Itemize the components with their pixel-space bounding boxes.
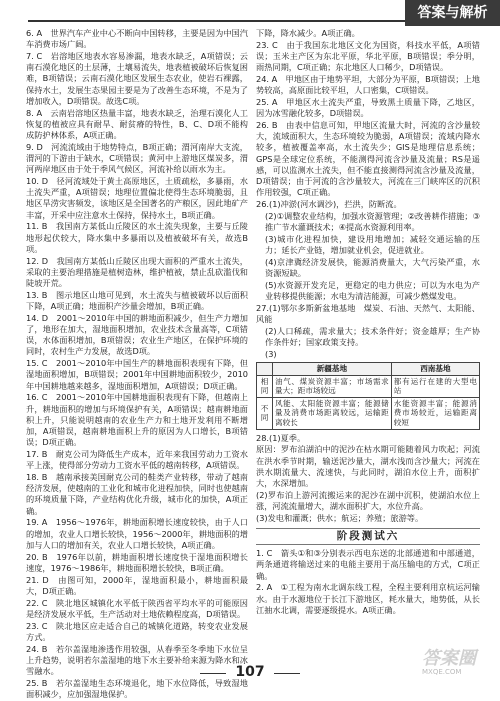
answer-item: 2. A ①工程为南水北调东线工程，全程主要利用京杭运河输水。由于水源地位于长江下游地区，耗水量大，地势低，从长江抽水北调，需要逐级提水。A项正确。 xyxy=(256,582,480,615)
table-header-row xyxy=(257,363,480,376)
table-row xyxy=(257,375,480,397)
answer-item: (4)京津冀经济发展快，能源消费量大，大气污染严重，水资源短缺。 xyxy=(265,256,480,279)
page-number-rule-right xyxy=(274,673,300,674)
left-column xyxy=(26,28,248,701)
table-row-label: 相同 xyxy=(257,375,273,397)
answer-item: 6. A 世界汽车产业中心不断向中国转移，主要是因为中国汽车消费市场广阔。 xyxy=(26,28,248,50)
answer-item: 17. B 耐克公司为降低生产成本，近年来我国劳动力工资水平上涨，使得部分劳动力工资水平低的越南转移，A项错误。 xyxy=(26,449,248,471)
table-header-cell xyxy=(257,363,273,376)
table-row xyxy=(257,397,480,429)
right-column xyxy=(256,28,480,617)
answer-item: 16. C 2001～2010年中国耕地面积表现有下降，但越南上升，耕地面积的增加与环境保护有关，A项错误；越南耕地面积上升，只能说明越南的农业生产力和土地开发利用不断增加，A项错误，越南耕地面积上升的原因为人口增长，B项错误；D项正确。 xyxy=(26,392,248,448)
answer-item: 15. C 2001～2010年中国生产的耕地面积表现有下降，但湿地面积增加，B项错误；2001年中国耕地面积较少，2010年中国耕地越来越多，湿地面积增加，A项错误；D项正确。 xyxy=(26,358,248,391)
table-cell: 油气、煤炭资源丰富；市场需求量大；距市场较远 xyxy=(272,375,391,397)
answer-item: (3)城市化进程加快，建设用地增加；减轻交通运输的压力；延长产业链，增加就业机会，促进就业。 xyxy=(265,233,480,256)
header-title: 答案与解析 xyxy=(405,0,500,26)
answer-item: 7. C 岩溶地区地表水容易渗漏，地表水缺乏，A项错误；云南石漠化地区的土层薄，土壤易流失，地表植被破坏后恢复困难，B项错误；云南石漠化地区发展生态农业，使岩石裸露，保持水土，发展生态果园主要是为了改善生态环境，不是为了增加收入，D项错误。故选C项。 xyxy=(26,51,248,106)
answer-item: 26. B 由表中信息可知，甲地区流量大时，河流的含沙量较大，流域面积大，生态环境较为脆弱，A项错误；流域内降水较多，植被覆盖率高，水土流失少；GIS是地理信息系统；GPS是全球定位系统，不能测得河流含沙量及流量；RS是遥感，可以监测水土流失，但不能直接测得河流含沙量及流量，D项错误；由于河流的含沙量较大，河流在三门峡库区的沉积作用较强，C项正确。 xyxy=(256,120,480,198)
answer-item: 24. A 甲地区由于地势平坦，大部分为平原，B项错误；上地势较高，高原面比较平坦，人口密集，C项错误。 xyxy=(256,74,480,96)
answer-item: 14. D 2001～2010年中国的耕地面积减少，但生产力增加了，地形在加大，湿地面积增加，农业技术含量高等，C项错误，水体面积增加，B项错误；农业生产地区，在保护环境的同时，农村生产力发展，故选D项。 xyxy=(26,312,248,357)
answer-item: 21. D 由图可知，2000年，湿地面积最小，耕地面积最大，D项正确。 xyxy=(26,574,248,596)
answer-item: 18. B 越南承接美国耐克公司的鞋类产业转移，带动了越南经济发展，使越南的工业化和城市化进程加快，同时也使越南的环境质量下降，产业结构优化升级，城市化的加快，A项正确。 xyxy=(26,472,248,516)
answer-item: 23. C 陕北地区应走适合自己的城镇化道路，转变农业发展方式。 xyxy=(26,620,248,642)
answer-item: (2)罗布泊上游河流搬运来的泥沙在湖中沉积，使湖泊水位上涨，河流流量增大，湖水面积扩大，水位升高。 xyxy=(256,489,480,511)
answer-item: 11. B 我国南方某低山丘陵区的水土流失现象，主要与丘陵地形起伏较大，降水集中多暴雨以及植被破坏有关，故选B项。 xyxy=(26,221,248,254)
answer-item: 19. A 1956～1976年，耕地面积增长速度较快，由于人口的增加，农业人口增长较快，1956～2000年，耕地面积的增加与人口的增加有关，农业人口增长较快，A项正确。 xyxy=(26,517,248,550)
comparison-table xyxy=(256,362,480,430)
page-header xyxy=(0,0,500,26)
answer-item: 28.(1)夏季。 xyxy=(256,432,306,443)
answer-item: 25. B 若尔盖湿地生态环境退化，地下水位降低，导致湿地面积减少，应加强湿地保护。 xyxy=(26,677,248,700)
answer-item: 1. C 箭头①和③分别表示西电东送的北部通道和中部通道，两条通道将输送过来的电能主要用于高压输电的方式，C项正确。 xyxy=(256,548,480,581)
answer-item: 8. A 云南岩溶地区热量丰富，地表水缺乏，治理石漠化人工恢复的植被应具有耐旱、耐贫瘠的特性，B、C、D项不能构成防护林体系，A项正确。 xyxy=(26,107,248,141)
table-header-cell: 新疆基地 xyxy=(272,363,391,376)
answer-item: (3)发电和灌溉；供水；航运；养殖；旅游等。 xyxy=(256,512,424,523)
answer-item: 12. D 我国南方某低山丘陵区出现大面积的严重水土流失，采取的主要治理措施是植树造林，维护植被，禁止乱砍滥伐和陡坡开荒。 xyxy=(26,255,248,289)
table-cell: 都有运行在建的大型电站 xyxy=(391,375,479,397)
answer-item: 24. B 若尔盖湿地渗透作用较强，从春季至冬季地下水位呈上升趋势，说明若尔盖湿地的地下水主要补给来源为降水和冰雪融水。 xyxy=(26,643,248,677)
answer-item: 26.(1)冲淤(河水调沙)，拦洪，防断流。 xyxy=(256,199,402,210)
table-row-label: 不同 xyxy=(257,397,273,429)
section-title: 阶段测试六 xyxy=(256,528,480,545)
watermark-logo xyxy=(422,650,494,684)
answer-item: 20. B 1976年以前，耕地面积增长速度快于湿地面积增长速度，1976～1986年，耕地面积增长较快，B项正确。 xyxy=(26,551,248,573)
answer-item: 下降，降水减少。A项正确。 xyxy=(256,28,360,38)
answer-item: 原因：罗布泊湖泊中的泥沙在枯水期可能随着风力吹起；河流在洪水季节时期，输送泥沙量大，湖水浅而含沙量大；河流在洪水期流量大、流速快，与此同时，湖泊水位上升，面积扩大，水深增加。 xyxy=(256,444,480,488)
answer-item: (5)水资源开发充足，更稳定的电力供应；可以为水电为产业转移提供能源；水电为清洁能源，可减少燃煤发电。 xyxy=(265,279,480,302)
answer-item: (2)人口稀疏，需求量大；技术条件好；资金雄厚；生产协作条件好；国家政策支持。 xyxy=(265,325,480,348)
table-header-cell: 西南基地 xyxy=(391,363,479,376)
answer-item: 22. C 陕北地区城镇化水平低于陕西省平均水平的可能原因是经济发展水平低，生产活动对土地依赖程度高，D项错误。 xyxy=(26,597,248,619)
watermark-url: MXQE.COM xyxy=(422,668,462,676)
answer-item: 23. C 由于我国东北地区文化为国资，科技水平低，A项错误；玉米主产区为东北平原，华北平原，B项错误；季分明，雨热同期，C项正确；东北地区人口稀少，D项错误。 xyxy=(256,39,480,73)
table-cell: 风能、太阳能资源丰富；能源储量及消费市场距离较远，运输距离较长 xyxy=(272,397,391,429)
answer-item: 9. D 河流流域由于地势特点，B项正确；渭河南岸大支流，渭河的下游由于缺水，C项错误；黄河中上游地区煤炭多，渭河两岸地区由于处于季风气候区，河流补给以雨水为主。 xyxy=(26,141,248,175)
answer-item: 25. A 甲地区水土流失严重，导致黑土质量下降，乙地区，因为冰雪融化较多，D项错误。 xyxy=(256,97,480,119)
answer-item: 10. D 径河流域处于黄土高原地区，土质疏松，多暴雨，水土流失严重，A项错误；地理位置偏北使得生态环境脆弱，且地区旱涝灾害频发，该地区是全国著名的产粮区，因此地矿产丰富，开采中应注意水土保持，保持水土，B项正确。 xyxy=(26,176,248,220)
answer-item: (2)①调整农业结构，加强水资源管理；②改善耕作措施；③推广节水灌溉技术；④提高水资源利用率。 xyxy=(265,210,480,233)
page-number: 107 xyxy=(235,664,265,680)
answer-item: 13. B 图示地区山地可见到，水土流失与植被破坏以后面积下降，A项正确；地面积产沙量会增加，B项正确。 xyxy=(26,289,248,312)
header-rule xyxy=(28,20,408,22)
answer-item: 27.(1)鄂尔多斯新盆地基地 煤炭、石油、天然气、太阳能、风能 xyxy=(256,302,480,325)
answer-item: (3) xyxy=(265,348,277,359)
table-cell: 水能资源丰富；能源消费市场较近，运输距离较短 xyxy=(391,397,479,429)
watermark-text: 答案圈 xyxy=(422,648,476,669)
